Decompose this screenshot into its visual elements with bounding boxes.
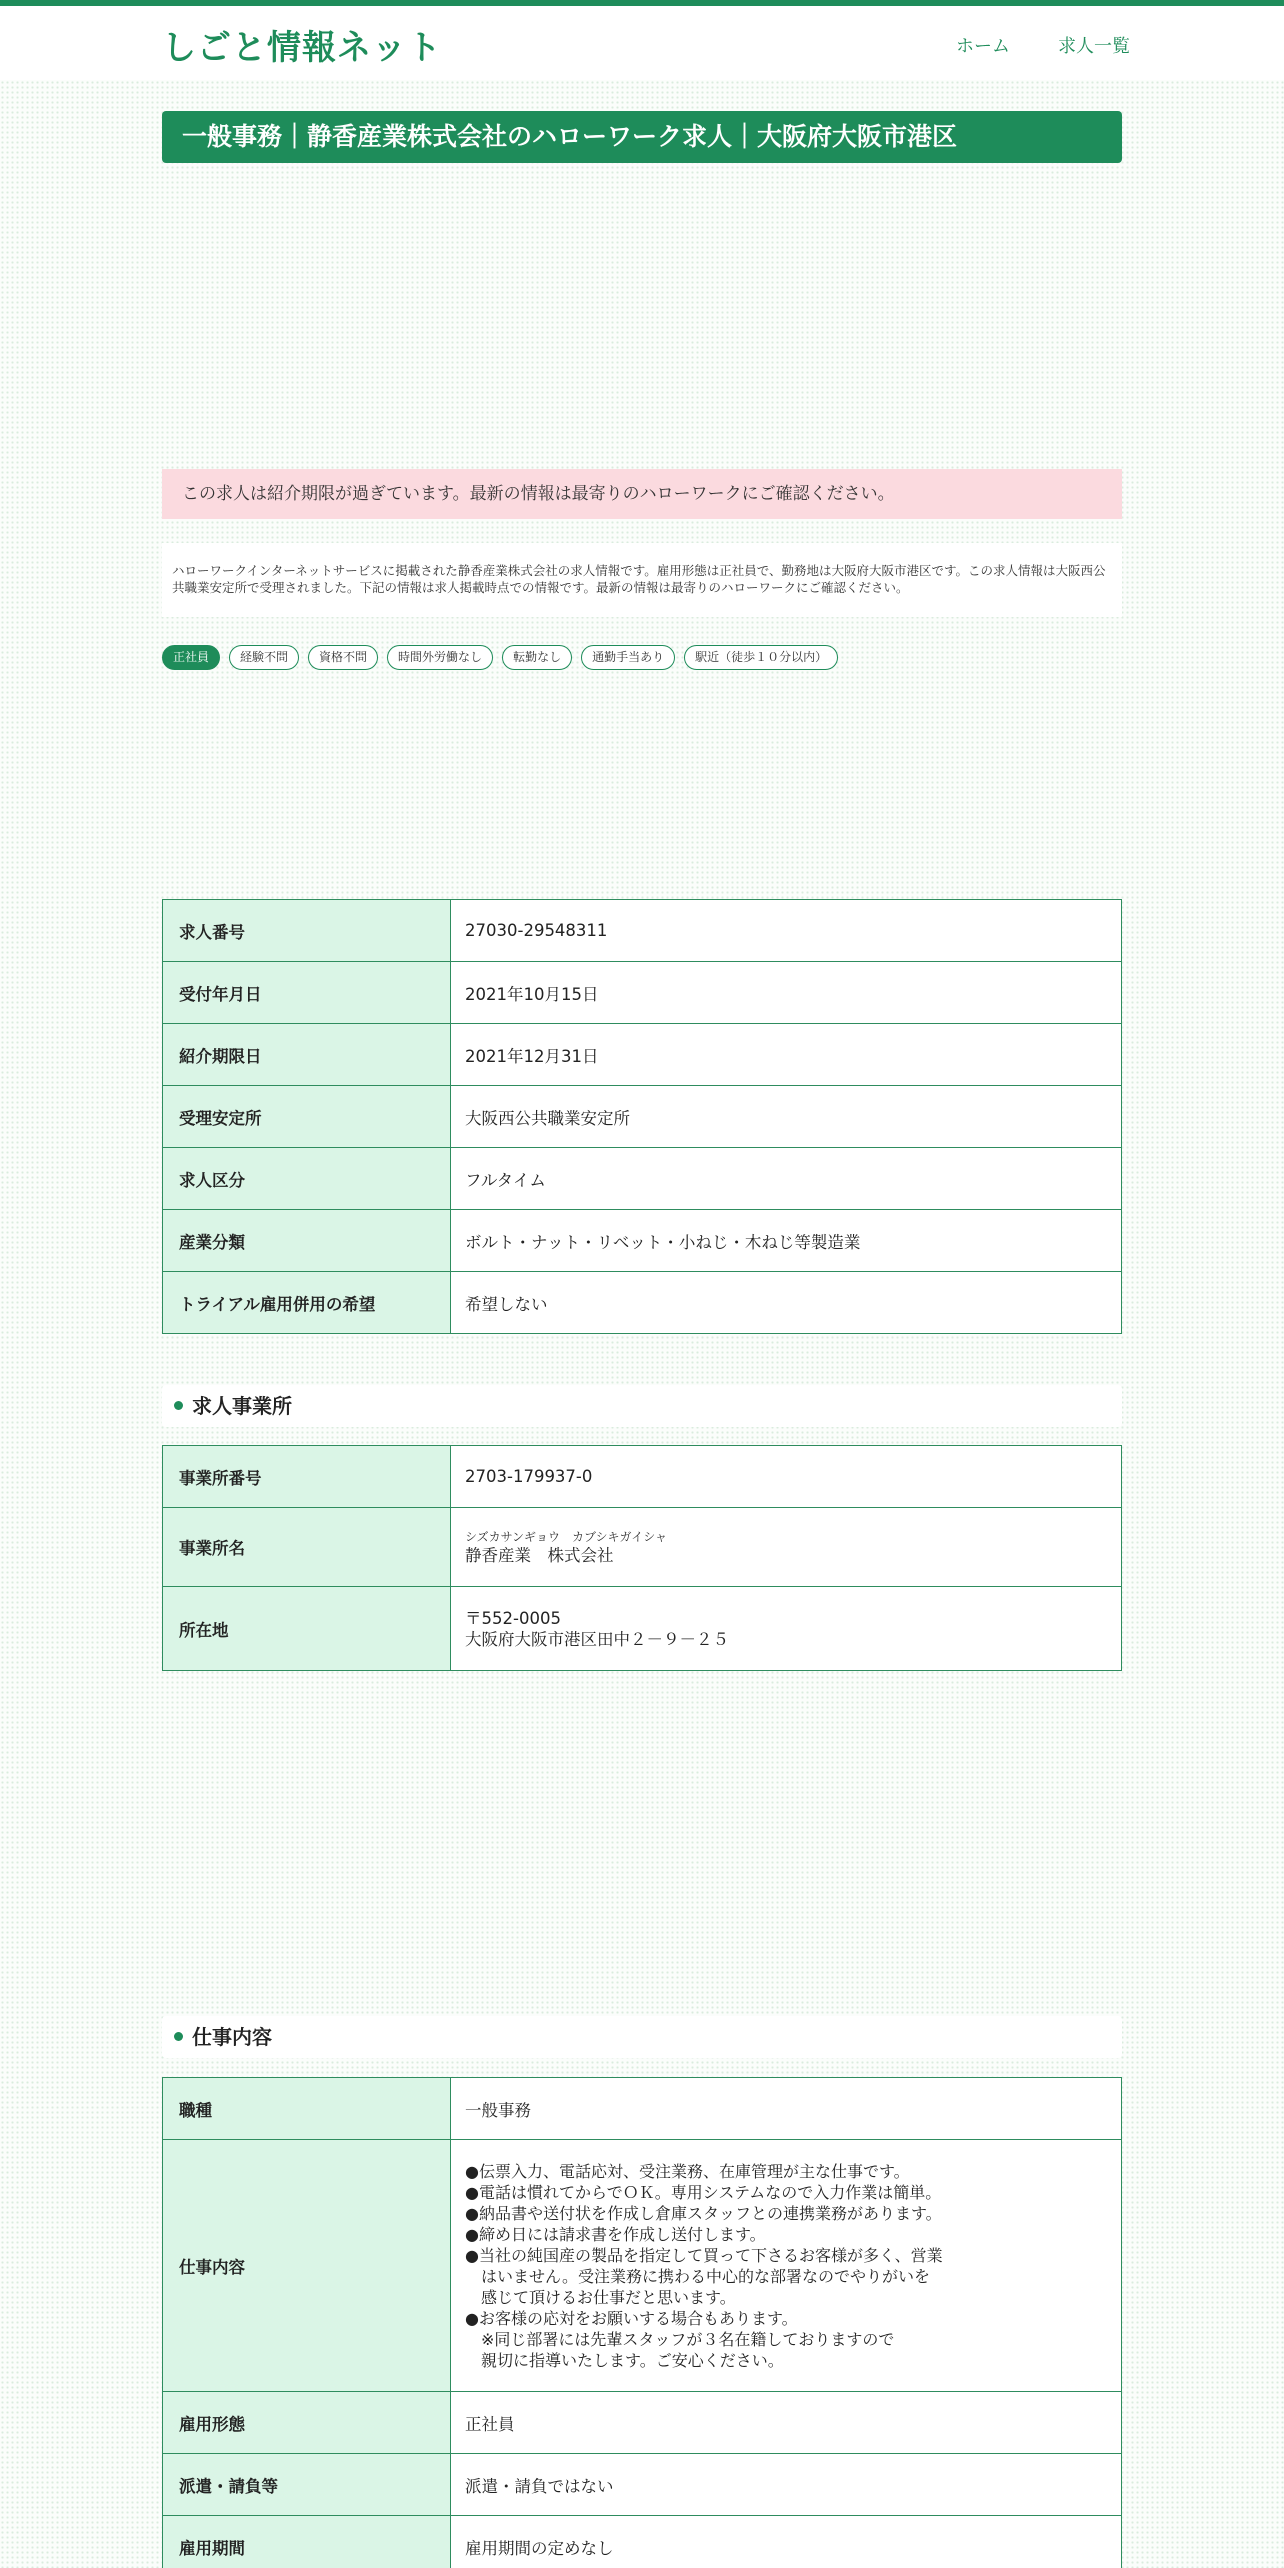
site-logo[interactable]: しごと情報ネット	[162, 28, 442, 68]
tag-near-station: 駅近（徒歩１０分以内）	[684, 645, 838, 670]
address-cell	[451, 1587, 1122, 1671]
nav-home-link[interactable]: ホーム	[956, 36, 1010, 57]
row-value: 27030-29548311	[451, 900, 1122, 962]
employment-type: 正社員	[451, 2392, 1122, 2454]
job-info-table	[162, 2077, 1122, 2568]
table-row	[163, 962, 1122, 1024]
row-label: 求人区分	[163, 1148, 451, 1210]
tag-no-transfer: 転勤なし	[502, 645, 572, 670]
office-number: 2703-179937-0	[451, 1446, 1122, 1508]
row-label: 仕事内容	[163, 2140, 451, 2392]
employment-period: 雇用期間の定めなし	[451, 2516, 1122, 2568]
postal-code: 〒552-0005	[465, 1608, 561, 1628]
company-info-table	[162, 1445, 1122, 1671]
row-label: 派遣・請負等	[163, 2454, 451, 2516]
company-name-cell	[451, 1508, 1122, 1587]
company-name: 静香産業 株式会社	[465, 1545, 614, 1565]
job-content	[451, 2140, 1122, 2392]
row-label: 事業所番号	[163, 1446, 451, 1508]
row-value: フルタイム	[451, 1148, 1122, 1210]
row-label: 産業分類	[163, 1210, 451, 1272]
row-label: 職種	[163, 2078, 451, 2140]
row-label: 所在地	[163, 1587, 451, 1671]
table-row	[163, 1587, 1122, 1671]
job-section-heading	[162, 2016, 1122, 2058]
bullet-dot-icon	[174, 2032, 183, 2041]
table-row	[163, 1210, 1122, 1272]
row-value: 2021年12月31日	[451, 1024, 1122, 1086]
table-row	[163, 2140, 1122, 2392]
job-description-summary: ハローワークインターネットサービスに掲載された静香産業株式会社の求人情報です。雇用形態は正社員で、勤務地は大阪府大阪市港区です。この求人情報は大阪西公共職業安定所で受理されました。下記の情報は求人掲載時点での情報です。最新の情報は最寄りのハローワークにご確認ください。	[162, 543, 1122, 617]
row-label: 事業所名	[163, 1508, 451, 1587]
table-row	[163, 1148, 1122, 1210]
table-row	[163, 2392, 1122, 2454]
row-label: 受付年月日	[163, 962, 451, 1024]
basic-info-table	[162, 899, 1122, 1334]
table-row	[163, 2454, 1122, 2516]
nav-job-list-link[interactable]: 求人一覧	[1058, 36, 1130, 57]
tag-no-qualification: 資格不問	[308, 645, 378, 670]
expired-alert: この求人は紹介期限が過ぎています。最新の情報は最寄りのハローワークにご確認ください。	[162, 469, 1122, 519]
dispatch-type: 派遣・請負ではない	[451, 2454, 1122, 2516]
row-value: 希望しない	[451, 1272, 1122, 1334]
tag-no-experience: 経験不問	[229, 645, 299, 670]
row-label: 求人番号	[163, 900, 451, 962]
table-row	[163, 1086, 1122, 1148]
row-value: ボルト・ナット・リベット・小ねじ・木ねじ等製造業	[451, 1210, 1122, 1272]
site-header	[0, 6, 1284, 80]
table-row	[163, 1272, 1122, 1334]
tag-full-time: 正社員	[162, 645, 220, 670]
row-label: トライアル雇用併用の希望	[163, 1272, 451, 1334]
table-row	[163, 900, 1122, 962]
bullet-dot-icon	[174, 1401, 183, 1410]
table-row	[163, 1024, 1122, 1086]
table-row	[163, 1508, 1122, 1587]
page-title: 一般事務｜静香産業株式会社のハローワーク求人｜大阪府大阪市港区	[162, 111, 1122, 163]
row-label: 受理安定所	[163, 1086, 451, 1148]
job-content-text: ●伝票入力、電話応対、受注業務、在庫管理が主な仕事です。 ●電話は慣れてからでＯＫ。専用システムなので入力作業は簡単。 ●納品書や送付状を作成し倉庫スタッフとの連携業務があります。 ●締め日には請求書を作成し送付します。 ●当社の純国産の製品を指定して買って下さるお客様が多く、営業 はいません。受注業務に携わる中心的な部署なのでやりがいを 感じて頂けるお仕事だと思います。 ●お客様の応対をお願いする場合もあります。 ※同じ部署には先輩スタッフが３名在籍しておりますので 親切に指導いたします。ご安心ください。	[465, 2161, 943, 2370]
row-value: 大阪西公共職業安定所	[451, 1086, 1122, 1148]
tag-no-overtime: 時間外労働なし	[387, 645, 493, 670]
row-label: 雇用期間	[163, 2516, 451, 2568]
table-row	[163, 2516, 1122, 2568]
tag-commute-allowance: 通勤手当あり	[581, 645, 675, 670]
row-label: 紹介期限日	[163, 1024, 451, 1086]
section-title-text: 仕事内容	[192, 2025, 272, 2049]
occupation: 一般事務	[451, 2078, 1122, 2140]
row-label: 雇用形態	[163, 2392, 451, 2454]
table-row	[163, 1446, 1122, 1508]
row-value: 2021年10月15日	[451, 962, 1122, 1024]
tag-list	[162, 645, 838, 670]
company-section-heading	[162, 1385, 1122, 1427]
company-name-kana: シズカサンギョウ カブシキガイシャ	[465, 1529, 667, 1544]
address: 大阪府大阪市港区田中２－９－２５	[465, 1629, 729, 1649]
table-row	[163, 2078, 1122, 2140]
section-title-text: 求人事業所	[192, 1394, 292, 1418]
